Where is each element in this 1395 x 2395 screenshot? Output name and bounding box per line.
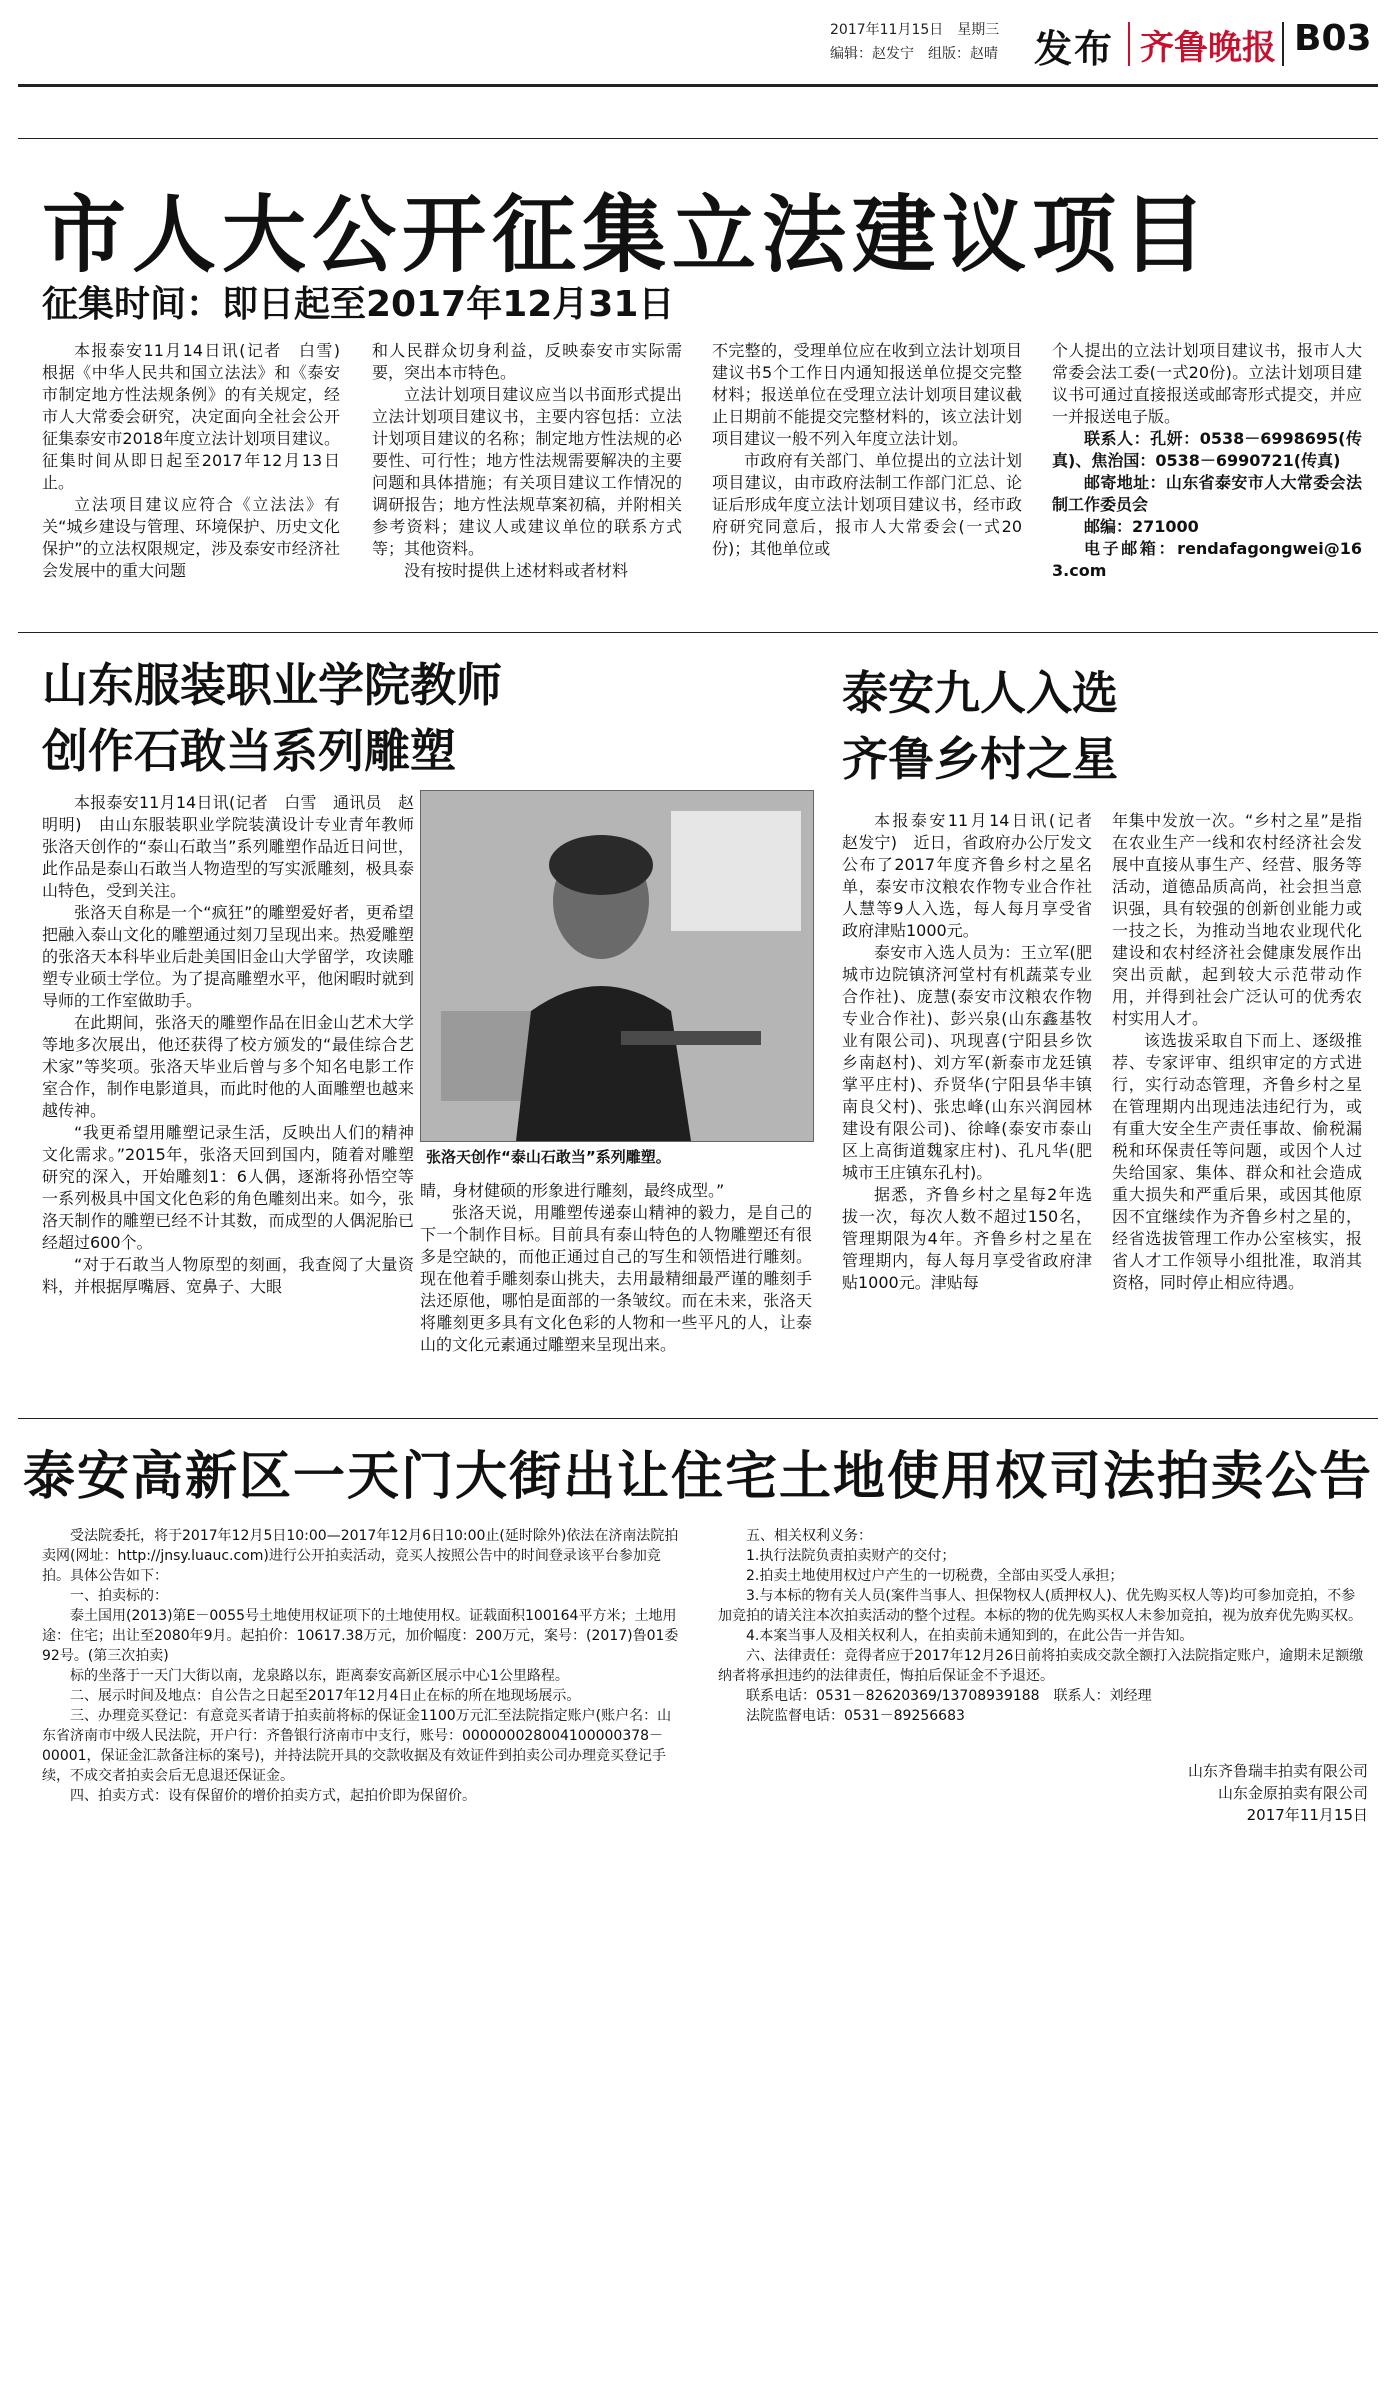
article1-p: 不完整的，受理单位应在收到立法计划项目建议书5个工作日内通知报送单位提交完整材料；报送单位在受理立法计划项目建议截止日期前不能提交完整材料的，该立法计划项目建议一般不列入年度立法计划。 <box>712 341 1022 448</box>
notice-p: 六、法律责任：竞得者应于2017年12月26日前将拍卖成交款全额打入法院指定账户，逾期未足额缴纳者将承担违约的法律责任，悔拍后保证金不予退还。 <box>718 1648 1364 1684</box>
section-rule-2 <box>18 1418 1378 1419</box>
notice-p: 二、展示时间及地点：自公告之日起至2017年12月4日止在标的所在地现场展示。 <box>70 1688 581 1704</box>
notice-signature <box>1000 1760 1368 1826</box>
sculptor-photo-art <box>421 791 813 1141</box>
notice-p: 四、拍卖方式：设有保留价的增价拍卖方式，起拍价即为保留价。 <box>70 1788 476 1804</box>
notice-p: 联系电话：0531－82620369/13708939188 联系人：刘经理 <box>746 1688 1152 1704</box>
article3-p: 据悉，齐鲁乡村之星每2年选拔一次，每次人数不超过150名，管理期限为4年。齐鲁乡村之星在管理期内，每人每月享受省政府津贴1000元。津贴每 <box>842 1185 1092 1292</box>
notice-p: 三、办理竞买登记：有意竞买者请于拍卖前将标的保证金1100万元汇至法院指定账户(账户名：山东省济南市中级人民法院，开户行：齐鲁银行济南市中支行，账号：000000028004100000378－00001，保证金汇款备注标的案号)，并持法院开具的交款收据及有效证件到拍卖公司办理竞买登记手续，不成交者拍卖会后无息退还保证金。 <box>42 1708 672 1784</box>
article2-p: 张洛天说，用雕塑传递泰山精神的毅力，是自己的下一个制作目标。目前具有泰山特色的人物雕塑还有很多是空缺的，而他正通过自己的写生和领悟进行雕刻。现在他着手雕刻泰山挑夫，去用最精细最严谨的雕刻手法还原他，哪怕是面部的一条皱纹。而在未来，张洛天将雕刻更多具有文化色彩的人物和一些平凡的人，让泰山的文化元素通过雕塑来呈现出来。 <box>420 1203 812 1354</box>
article2-headline-line2: 创作石敢当系列雕塑 <box>42 724 456 778</box>
notice-p: 泰土国用(2013)第E－0055号土地使用权证项下的土地使用权。证载面积100164平方米；土地用途：住宅；出让至2080年9月。起拍价：10617.38万元，加价幅度：200万元，案号：(2017)鲁01委92号。(第三次拍卖) <box>42 1608 679 1664</box>
article1-headline: 市人大公开征集立法建议项目 <box>42 186 1213 284</box>
header-rule <box>18 84 1378 87</box>
notice-p: 1.执行法院负责拍卖财产的交付； <box>746 1548 956 1564</box>
article1-p: 市政府有关部门、单位提出的立法计划项目建议，由市政府法制工作部门汇总、论证后形成年度立法计划项目建议书，经市政府研究同意后，报市人大常委会(一式20份)；其他单位或 <box>712 451 1022 558</box>
article1-col3 <box>712 340 1022 560</box>
sculptor-photo <box>420 790 814 1142</box>
article2-p: 睛，身材健硕的形象进行雕刻，最终成型。” <box>420 1181 725 1200</box>
notice-p: 受法院委托，将于2017年12月5日10:00—2017年12月6日10:00止(延时除外)依法在济南法院拍卖网(网址：http://jnsy.luauc.com)进行公开拍卖活动，竞买人按照公告中的时间登录该平台参加竞拍。具体公告如下： <box>42 1528 679 1584</box>
article3-headline-line2: 齐鲁乡村之星 <box>842 732 1118 786</box>
notice-p: 3.与本标的物有关人员(案件当事人、担保物权人(质押权人)、优先购买权人等)均可参加竞拍，不参加竞拍的请关注本次拍卖活动的整个过程。本标的物的优先购买权人未参加竞拍，视为放弃优先购买权。 <box>718 1588 1362 1624</box>
notice-col1 <box>42 1526 682 1806</box>
article1-col4 <box>1052 340 1362 582</box>
article1-subhead: 征集时间：即日起至2017年12月31日 <box>42 284 675 325</box>
page-number: B03 <box>1294 18 1372 59</box>
notice-col2 <box>718 1526 1368 1726</box>
auction-company-2: 山东金原拍卖有限公司 <box>1217 1784 1368 1802</box>
notice-date: 2017年11月15日 <box>1246 1806 1368 1824</box>
auction-company-1: 山东齐鲁瑞丰拍卖有限公司 <box>1187 1762 1368 1780</box>
article3-p: 本报泰安11月14日讯(记者 赵发宁) 近日，省政府办公厅发文公布了2017年度齐鲁乡村之星名单，泰安市汶粮农作物专业合作社人慧等9人入选，每人每月享受省政府津贴1000元。 <box>842 811 1109 940</box>
header-divider-2 <box>1282 22 1284 66</box>
editor-line: 编辑：赵发宁 组版：赵晴 <box>830 46 998 62</box>
notice-title: 泰安高新区一天门大街出让住宅土地使用权司法拍卖公告 <box>22 1447 1373 1507</box>
date-line: 2017年11月15日 星期三 <box>830 22 1000 38</box>
article3-p: 年集中发放一次。“乡村之星”是指在农业生产一线和农村经济社会发展中直接从事生产、经营、服务等活动，道德品质高尚，社会担当意识强，具有较强的创新创业能力或一技之长，为推动当地农业现代化建设和农村经济社会健康发展作出突出贡献，起到较大示范带动作用，并得到社会广泛认可的优秀农村实用人才。 <box>1112 811 1362 1028</box>
top-rule <box>18 138 1378 139</box>
section-title: 发布 <box>1034 27 1115 71</box>
section-rule-1 <box>18 632 1378 633</box>
notice-p: 一、拍卖标的： <box>70 1588 168 1604</box>
article2-col1 <box>42 792 414 1298</box>
article3-p: 泰安市入选人员为：王立军(肥城市边院镇济河堂村有机蔬菜专业合作社)、庞慧(泰安市汶粮农作物专业合作社)、彭兴泉(山东鑫基牧业有限公司)、巩现喜(宁阳县乡饮乡南赵村)、刘方军(新泰市龙廷镇掌平庄村)、乔贤华(宁阳县华丰镇南良父村)、张忠峰(山东兴润园林建设有限公司)、徐峰(泰安市泰山区上高街道魏家庄村)、孔凡华(肥城市王庄镇东孔村)。 <box>842 943 1092 1182</box>
postcode-line: 邮编：271000 <box>1084 517 1199 536</box>
article3-col1 <box>842 810 1109 1294</box>
article1-col1 <box>42 340 357 582</box>
article3-col2 <box>1112 810 1362 1294</box>
article2-p: 本报泰安11月14日讯(记者 白雪 通讯员 赵明明) 由山东服装职业学院装潢设计专业青年教师张洛天创作的“泰山石敢当”系列雕塑作品近日问世，此作品是泰山石敢当人物造型的写实派雕刻，极具泰山特色，受到关注。 <box>42 793 414 900</box>
notice-p: 4.本案当事人及相关权利人，在拍卖前未通知到的，在此公告一并告知。 <box>746 1628 1194 1644</box>
article1-p: 立法计划项目建议应当以书面形式提出立法计划项目建议书，主要内容包括：立法计划项目建议的名称；制定地方性法规的必要性、可行性；地方性法规需要解决的主要问题和具体措施；有关项目建议工作情况的调研报告；地方性法规草案初稿，并附相关参考资料；建议人或建议单位的联系方式等；其他资料。 <box>372 385 682 558</box>
article1-p: 没有按时提供上述材料或者材料 <box>404 561 629 580</box>
article1-p: 和人民群众切身利益，反映泰安市实际需要，突出本市特色。 <box>372 341 682 382</box>
article1-p: 个人提出的立法计划项目建议书，报市人大常委会法工委(一式20份)。立法计划项目建议书可通过直接报送或邮寄形式提交，并应一并报送电子版。 <box>1052 341 1362 426</box>
article2-p: 张洛天自称是一个“疯狂”的雕塑爱好者，更希望把融入泰山文化的雕塑通过刻刀呈现出来。热爱雕塑的张洛天本科毕业后赴美国旧金山大学留学，攻读雕塑专业硕士学位。为了提高雕塑水平，他闲暇时就到导师的工作室做助手。 <box>42 903 414 1010</box>
notice-p: 2.拍卖土地使用权过户产生的一切税费，全部由买受人承担； <box>746 1568 1124 1584</box>
address-line: 邮寄地址：山东省泰安市人大常委会法制工作委员会 <box>1052 473 1362 514</box>
article1-p: 本报泰安11月14日讯(记者 白雪) 根据《中华人民共和国立法法》和《泰安市制定地方性法规条例》的有关规定，经市人大常委会研究，决定面向全社会公开征集泰安市2018年度立法计划项目建议。征集时间从即日起至2017年12月13日止。 <box>42 341 357 492</box>
header-divider <box>1128 22 1130 66</box>
email-line: 电子邮箱：rendafagongwei@163.com <box>1052 539 1362 580</box>
notice-p: 五、相关权利义务： <box>746 1528 872 1544</box>
photo-caption: 张洛天创作“泰山石敢当”系列雕塑。 <box>426 1148 671 1166</box>
article2-p: “我更希望用雕塑记录生活，反映出人们的精神文化需求。”2015年，张洛天回到国内，随着对雕塑研究的深入，开始雕刻1：6人偶，逐渐将孙悟空等一系列极具中国文化色彩的角色雕刻出来。如今，张洛天制作的雕塑已经不计其数，而成型的人偶泥胎已经超过600个。 <box>42 1123 414 1252</box>
article2-p: “对于石敢当人物原型的刻画，我查阅了大量资料，并根据厚嘴唇、宽鼻子、大眼 <box>42 1255 414 1296</box>
newspaper-logo: 齐鲁晚报 <box>1140 28 1276 68</box>
article1-col2 <box>372 340 682 582</box>
notice-p: 法院监督电话：0531－89256683 <box>746 1708 965 1724</box>
contact-line: 联系人：孔妍：0538－6998695(传真)、焦治国：0538－6990721(传真) <box>1052 429 1362 470</box>
article2-p: 在此期间，张洛天的雕塑作品在旧金山艺术大学等地多次展出，他还获得了校方颁发的“最佳综合艺术家”等奖项。张洛天毕业后曾与多个知名电影工作室合作，制作电影道具，而此时他的人面雕塑也越来越传神。 <box>42 1013 414 1120</box>
article2-col2 <box>420 1180 812 1356</box>
article2-headline-line1: 山东服装职业学院教师 <box>42 658 502 712</box>
notice-p: 标的坐落于一天门大街以南，龙泉路以东，距离泰安高新区展示中心1公里路程。 <box>70 1668 569 1684</box>
article3-headline-line1: 泰安九人入选 <box>842 666 1118 720</box>
article1-p: 立法项目建议应符合《立法法》有关“城乡建设与管理、环境保护、历史文化保护”的立法权限规定，涉及泰安市经济社会发展中的重大问题 <box>42 495 340 580</box>
article3-p: 该选拔采取自下而上、逐级推荐、专家评审、组织审定的方式进行，实行动态管理，齐鲁乡村之星在管理期内出现违法违纪行为，或有重大安全生产责任事故、偷税漏税和环保责任等问题，或因个人过失给国家、集体、群众和社会造成重大损失和严重后果，或因其他原因不宜继续作为齐鲁乡村之星的，经省选拔管理工作办公室核实，报省人才工作领导小组批准，取消其资格，同时停止相应待遇。 <box>1112 1031 1362 1292</box>
